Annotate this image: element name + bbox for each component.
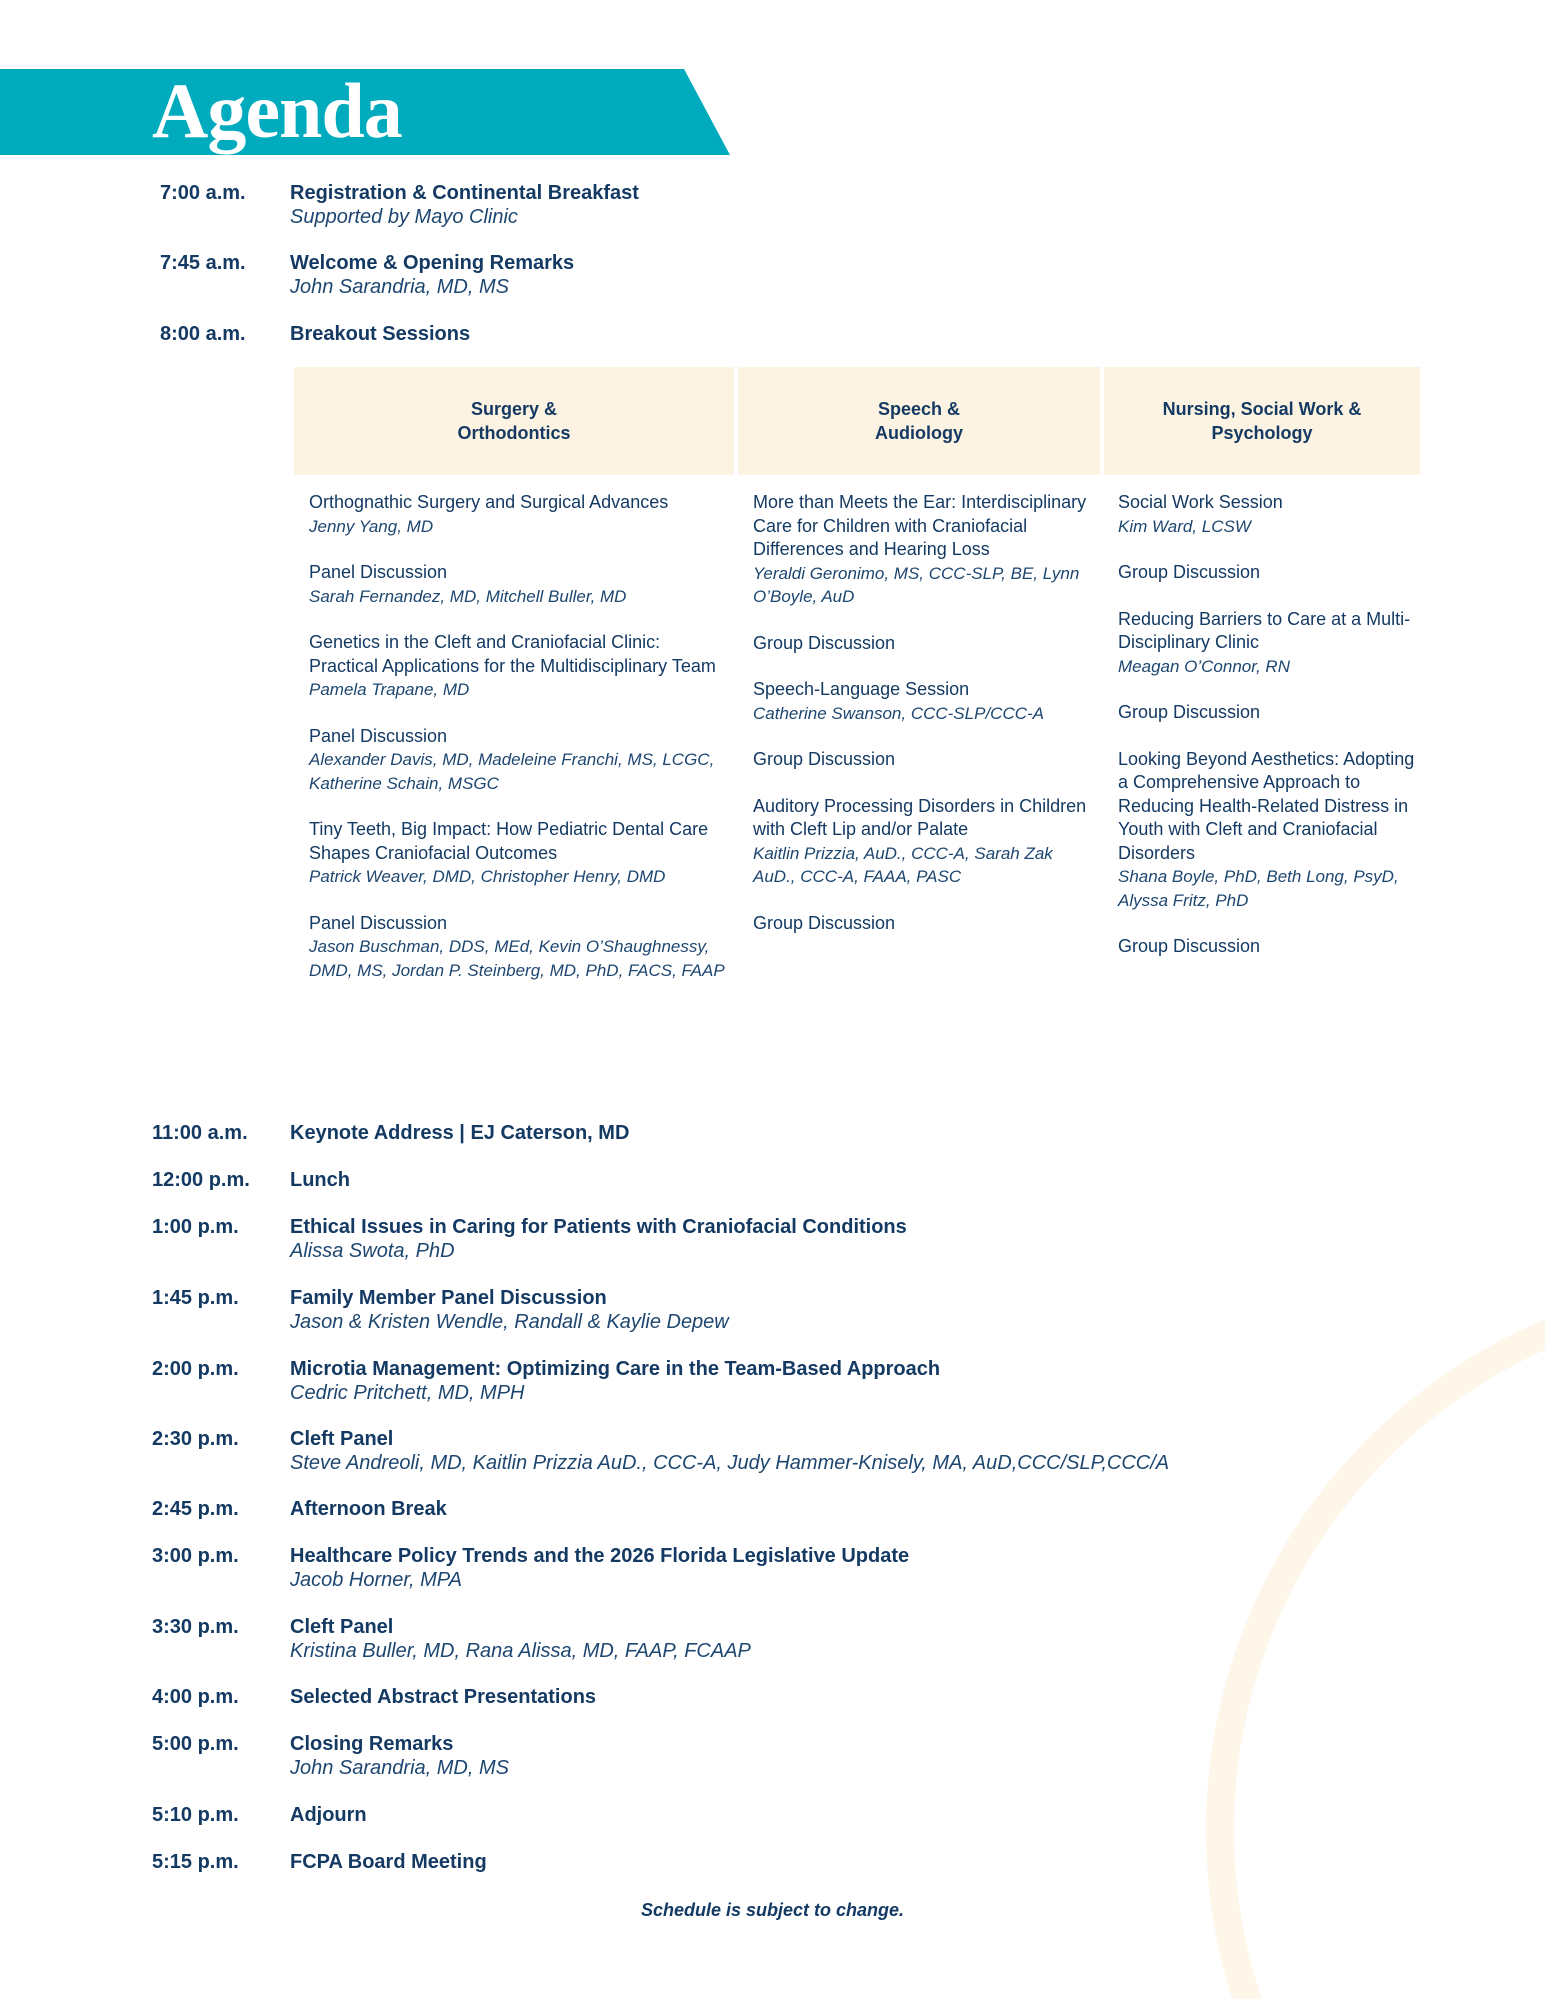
agenda-subtitle: Jason & Kristen Wendle, Randall & Kaylie Depew (290, 1311, 729, 1333)
agenda-time: 8:00 a.m. (160, 323, 246, 345)
agenda-subtitle: Cedric Pritchett, MD, MPH (290, 1382, 525, 1404)
breakout-heading: Nursing, Social Work & Psychology (1162, 399, 1362, 443)
agenda-title: Selected Abstract Presentations (290, 1686, 597, 1708)
page-title: Agenda (152, 67, 402, 154)
session-item (309, 631, 729, 702)
agenda-subtitle: Kristina Buller, MD, Rana Alissa, MD, FAAP, FCAAP (290, 1640, 751, 1662)
agenda-time: 2:30 p.m. (152, 1428, 239, 1450)
breakout-column-surgery (309, 491, 729, 1005)
breakout-heading: Surgery & Orthodontics (457, 399, 571, 443)
session-item (1118, 608, 1418, 679)
agenda-time: 7:45 a.m. (160, 252, 246, 274)
session-title: Genetics in the Cleft and Craniofacial Clinic: Practical Applications for the Multidisciplinary Team (309, 632, 716, 676)
agenda-time: 2:45 p.m. (152, 1498, 239, 1520)
breakout-header-speech (738, 367, 1100, 475)
session-title: Group Discussion (753, 632, 896, 653)
agenda-title: Ethical Issues in Caring for Patients with Craniofacial Conditions (290, 1216, 907, 1238)
agenda-title: Cleft Panel (290, 1428, 394, 1450)
session-title: Looking Beyond Aesthetics: Adopting a Comprehensive Approach to Reducing Health-Related Distress in Youth with Cleft and Craniofacial Disorders (1118, 748, 1415, 863)
session-title: Group Discussion (1118, 562, 1261, 582)
session-title: Tiny Teeth, Big Impact: How Pediatric Dental Care Shapes Craniofacial Outcomes (309, 819, 709, 863)
agenda-time: 11:00 a.m. (152, 1122, 248, 1144)
session-speakers: Alexander Davis, MD, Madeleine Franchi, MS, LCGC, Katherine Schain, MSGC (309, 750, 715, 793)
session-speakers: Jason Buschman, DDS, MEd, Kevin O’Shaughnessy, DMD, MS, Jordan P. Steinberg, MD, PhD, FACS, FAAP (309, 937, 725, 980)
session-item (309, 561, 729, 608)
session-item (753, 795, 1093, 889)
session-item (753, 491, 1093, 609)
session-title: Group Discussion (1118, 702, 1261, 722)
breakout-column-speech (753, 491, 1093, 958)
breakout-column-nursing (1118, 491, 1418, 982)
session-speakers: Kim Ward, LCSW (1118, 516, 1251, 536)
agenda-title: Afternoon Break (290, 1498, 447, 1520)
agenda-title: FCPA Board Meeting (290, 1851, 487, 1873)
session-item (1118, 491, 1418, 538)
session-item (1118, 561, 1418, 585)
session-title: Panel Discussion (309, 912, 448, 933)
session-item (753, 912, 1093, 936)
session-title: Orthognathic Surgery and Surgical Advances (309, 492, 669, 512)
session-speakers: Shana Boyle, PhD, Beth Long, PsyD, Alyssa Fritz, PhD (1118, 867, 1399, 910)
agenda-title: Cleft Panel (290, 1616, 394, 1638)
agenda-title: Keynote Address | EJ Caterson, MD (290, 1122, 630, 1144)
session-item (1118, 701, 1418, 725)
agenda-title: Adjourn (290, 1804, 367, 1826)
agenda-time: 3:30 p.m. (152, 1616, 239, 1638)
agenda-time: 7:00 a.m. (160, 182, 246, 204)
agenda-title: Breakout Sessions (290, 323, 471, 345)
session-speakers: Catherine Swanson, CCC-SLP/CCC-A (753, 703, 1044, 723)
agenda-time: 3:00 p.m. (152, 1545, 239, 1567)
session-item (753, 678, 1093, 725)
agenda-time: 2:00 p.m. (152, 1358, 239, 1380)
agenda-title: Healthcare Policy Trends and the 2026 Florida Legislative Update (290, 1545, 910, 1567)
session-item (309, 912, 729, 983)
session-speakers: Yeraldi Geronimo, MS, CCC-SLP, BE, Lynn O’Boyle, AuD (753, 563, 1080, 606)
session-title: Group Discussion (1118, 936, 1261, 956)
agenda-time: 1:00 p.m. (152, 1216, 239, 1238)
session-item (1118, 748, 1418, 913)
session-title: Speech-Language Session (753, 679, 970, 699)
agenda-subtitle: John Sarandria, MD, MS (290, 276, 509, 298)
session-item (309, 725, 729, 796)
breakout-heading: Speech & Audiology (875, 399, 963, 443)
session-title: Panel Discussion (309, 562, 448, 582)
breakout-header-surgery (294, 367, 734, 475)
agenda-title: Microtia Management: Optimizing Care in the Team-Based Approach (290, 1358, 941, 1380)
agenda-title: Closing Remarks (290, 1733, 454, 1755)
session-title: Auditory Processing Disorders in Children with Cleft Lip and/or Palate (753, 795, 1087, 839)
session-item (309, 818, 729, 889)
agenda-title: Registration & Continental Breakfast (290, 182, 639, 204)
agenda-time: 12:00 p.m. (152, 1169, 250, 1191)
session-speakers: Pamela Trapane, MD (309, 680, 470, 699)
agenda-title: Welcome & Opening Remarks (290, 252, 575, 274)
session-speakers: Patrick Weaver, DMD, Christopher Henry, DMD (309, 867, 666, 886)
agenda-subtitle: Alissa Swota, PhD (290, 1240, 455, 1262)
breakout-header-nursing (1104, 367, 1420, 475)
agenda-time: 1:45 p.m. (152, 1287, 239, 1309)
session-speakers: Sarah Fernandez, MD, Mitchell Buller, MD (309, 586, 627, 606)
session-title: Reducing Barriers to Care at a Multi-Disciplinary Clinic (1118, 608, 1411, 652)
session-title: Group Discussion (753, 912, 896, 933)
agenda-subtitle: Jacob Horner, MPA (290, 1569, 462, 1591)
session-item (309, 491, 729, 538)
session-item (753, 748, 1093, 772)
agenda-time: 4:00 p.m. (152, 1686, 239, 1708)
session-item (1118, 935, 1418, 959)
session-speakers: Kaitlin Prizzia, AuD., CCC-A, Sarah Zak AuD., CCC-A, FAAA, PASC (753, 843, 1053, 886)
agenda-subtitle: Supported by Mayo Clinic (290, 206, 518, 228)
agenda-subtitle: Steve Andreoli, MD, Kaitlin Prizzia AuD., CCC-A, Judy Hammer-Knisely, MA, AuD,CCC/SLP,CCC/A (290, 1452, 1170, 1474)
agenda-time: 5:15 p.m. (152, 1851, 239, 1873)
session-title: More than Meets the Ear: Interdisciplinary Care for Children with Craniofacial Differences and Hearing Loss (753, 492, 1087, 559)
session-speakers: Meagan O’Connor, RN (1118, 656, 1290, 676)
session-title: Social Work Session (1118, 492, 1283, 512)
schedule-note: Schedule is subject to change. (640, 1900, 905, 1920)
agenda-time: 5:00 p.m. (152, 1733, 239, 1755)
session-title: Group Discussion (753, 749, 896, 769)
agenda-subtitle: John Sarandria, MD, MS (290, 1757, 509, 1779)
session-speakers: Jenny Yang, MD (309, 516, 434, 536)
session-item (753, 632, 1093, 656)
session-title: Panel Discussion (309, 725, 448, 746)
agenda-title: Lunch (290, 1169, 350, 1191)
agenda-title: Family Member Panel Discussion (290, 1287, 607, 1309)
agenda-time: 5:10 p.m. (152, 1804, 239, 1826)
